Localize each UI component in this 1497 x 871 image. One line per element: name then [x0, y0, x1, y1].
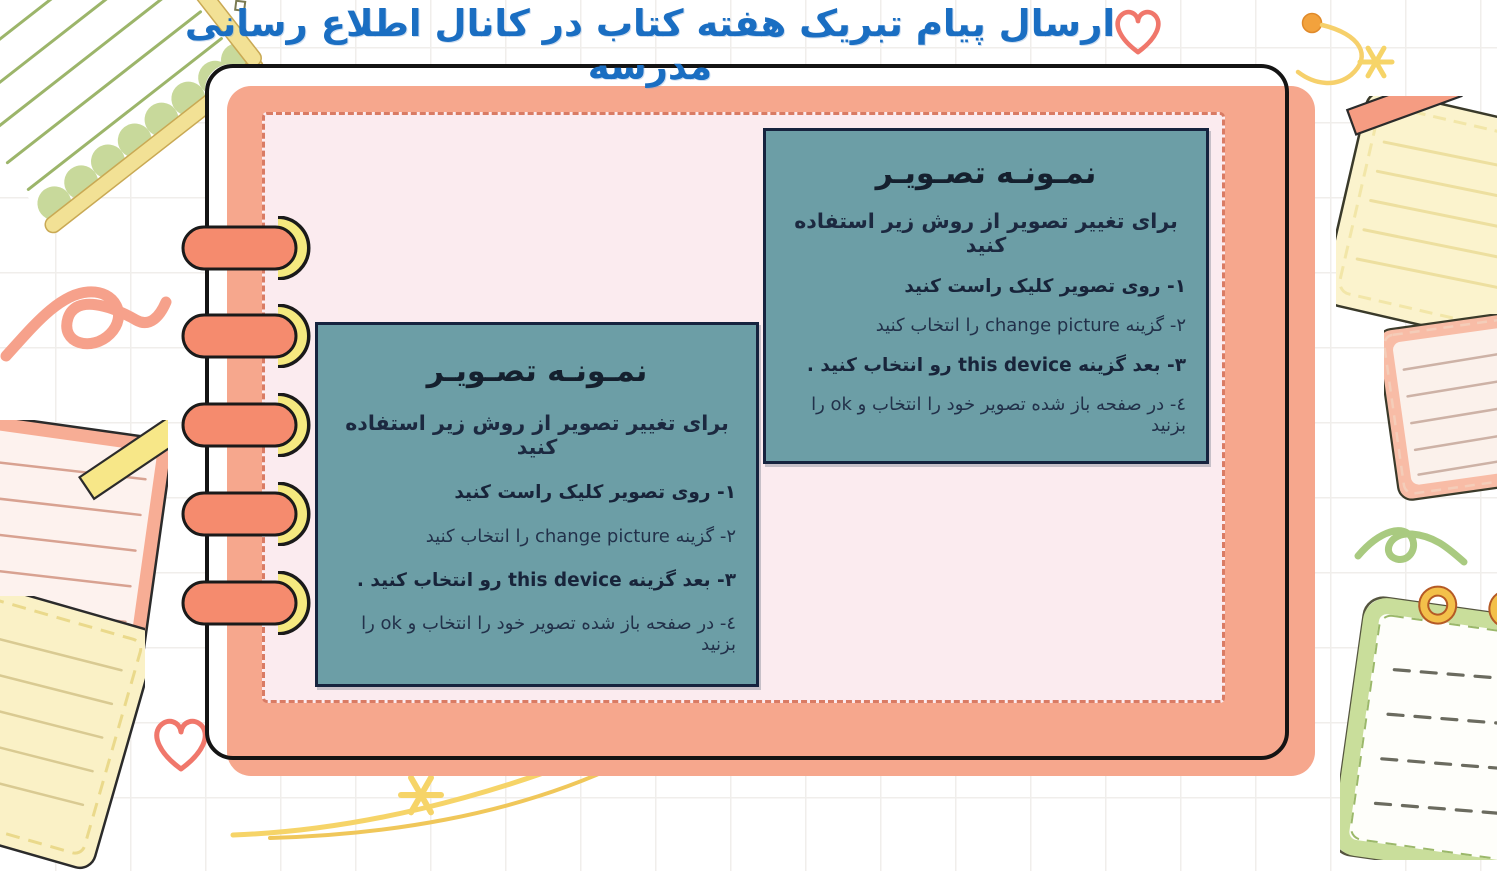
instruction-step-3: ۳- بعد گزینه this device رو انتخاب کنید .: [356, 569, 736, 591]
sample-box-intro: برای تغییر تصویر از روش زیر استفاده کنید: [794, 209, 1178, 258]
instruction-step-2: ۲- گزینه change picture را انتخاب کنید: [425, 525, 736, 547]
instruction-step-4: ٤- در صفحه باز شده تصویر خود را انتخاب و ok را بزنید: [361, 613, 736, 656]
coral-squiggle-icon: [0, 258, 175, 373]
sample-box-heading: نمـونـه تصـویـر: [875, 155, 1097, 191]
instruction-step-1: ۱- روی تصویر کلیک راست کنید: [454, 482, 736, 504]
dot-swirl-star-icon: [1288, 8, 1418, 106]
spiral-ring-icon: [181, 216, 315, 280]
sample-image-placeholder-left[interactable]: [315, 322, 759, 687]
sample-image-placeholder-right[interactable]: [763, 128, 1209, 464]
sample-box-heading: نمـونـه تصـویـر: [426, 353, 648, 389]
green-squiggle-icon: [1352, 518, 1470, 582]
pink-note-right-icon: [1384, 314, 1497, 504]
yellow-sticky-note-right-icon: [1336, 96, 1497, 346]
spiral-ring-icon: [181, 571, 315, 635]
instruction-step-2: ۲- گزینه change picture را انتخاب کنید: [875, 315, 1186, 337]
green-notebook-icon: [1340, 580, 1497, 860]
sample-box-intro: برای تغییر تصویر از روش زیر استفاده کنید: [345, 411, 729, 460]
spiral-ring-icon: [181, 304, 315, 368]
instruction-step-1: ۱- روی تصویر کلیک راست کنید: [904, 275, 1186, 297]
spiral-ring-icon: [181, 393, 315, 457]
yellow-note-left-icon: [0, 596, 145, 871]
instruction-step-4: ٤- در صفحه باز شده تصویر خود را انتخاب و ok را بزنید: [811, 394, 1186, 437]
spiral-ring-icon: [181, 482, 315, 546]
slide-title: ارسال پیام تبریک هفته کتاب در کانال اطلاع رسانی مدرسه: [184, 2, 1116, 88]
instruction-step-3: ۳- بعد گزینه this device رو انتخاب کنید .: [806, 354, 1186, 376]
